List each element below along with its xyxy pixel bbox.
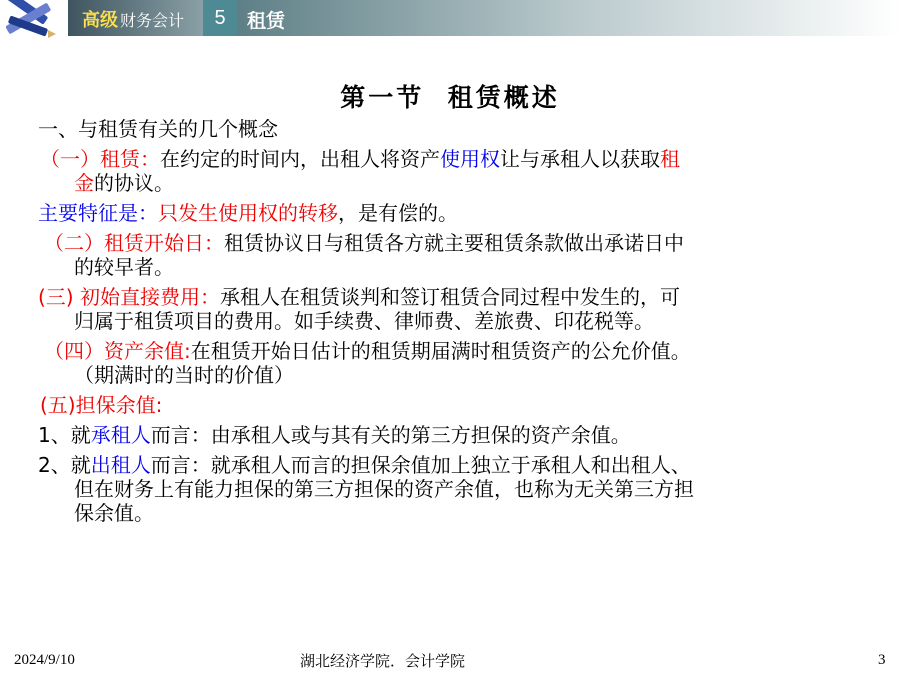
item-number: 1、就 [38,423,91,447]
footer-date: 2024/9/10 [14,652,75,668]
def-direct-cost-line2: 归属于租赁项目的费用。如手续费、律师费、差旅费、印花税等。 [74,309,654,333]
def-text: 承租人在租赁谈判和签订租赁合同过程中发生的，可 [219,285,680,309]
footer-institution: 湖北经济学院．会计学院 [300,652,466,670]
def-start-date-line2: 的较早者。 [74,255,174,279]
guarantee-lessor-line1 [38,453,691,478]
def-lease-line2 [74,171,174,196]
feature-highlight: 只发生使用权的转移 [158,201,338,225]
feature-label: 主要特征是： [38,201,158,225]
guarantee-lessor-line2: 但在财务上有能力担保的第三方担保的资产余值，也称为无关第三方担 [74,477,694,501]
def-text: 在租赁开始日估计的租赁期届满时租赁资产的公允价值。 [190,339,691,363]
course-label-a: 高级 [82,10,118,31]
course-label [68,0,203,36]
def-residual-line2: （期满时的当时的价值） [74,363,294,387]
def-lease-line1 [40,147,680,172]
term-residual-value: （四）资产余值: [44,339,191,363]
def-residual-line1 [44,339,691,364]
pencils-logo-icon [0,0,62,40]
guarantee-lessor-line3: 保余值。 [74,501,154,525]
def-text: 的协议。 [94,171,174,195]
def-text: 在约定的时间内，出租人将资产 [160,147,440,171]
def-text: 租赁协议日与租赁各方就主要租赁条款做出承诺日中 [224,231,684,255]
chapter-number: 5 [203,0,237,36]
feature-text: ，是有偿的。 [338,201,458,225]
term-rent: 金 [74,171,94,195]
chapter-title-bar [237,0,900,36]
main-feature [38,201,458,226]
def-text: 而言：由承租人或与其有关的第三方担保的资产余值。 [150,423,631,447]
slide-title: 第一节 租赁概述 [340,83,560,112]
term-right-of-use: 使用权 [440,147,500,171]
term-guaranteed-residual: (五)担保余值: [40,393,163,417]
section-heading: 一、与租赁有关的几个概念 [38,117,278,141]
course-label-b: 财务会计 [120,11,185,30]
page-number: 3 [878,652,886,668]
def-text: 让与承租人以获取 [500,147,660,171]
term-lessor: 出租人 [90,453,151,477]
term-start-date: （二）租赁开始日： [44,231,224,255]
term-lessee: 承租人 [90,423,151,447]
term-direct-cost: (三) 初始直接费用： [38,285,220,309]
def-start-date-line1 [44,231,684,256]
header-bar [0,0,900,38]
guarantee-lessee [38,423,631,448]
item-number: 2、就 [38,453,91,477]
def-direct-cost-line1 [38,285,680,310]
term-lease: （一）租赁： [40,147,160,171]
chapter-title: 租赁 [247,10,286,32]
term-rent: 租 [660,147,680,171]
def-text: 而言：就承租人而言的担保余值加上独立于承租人和出租人、 [150,453,691,477]
